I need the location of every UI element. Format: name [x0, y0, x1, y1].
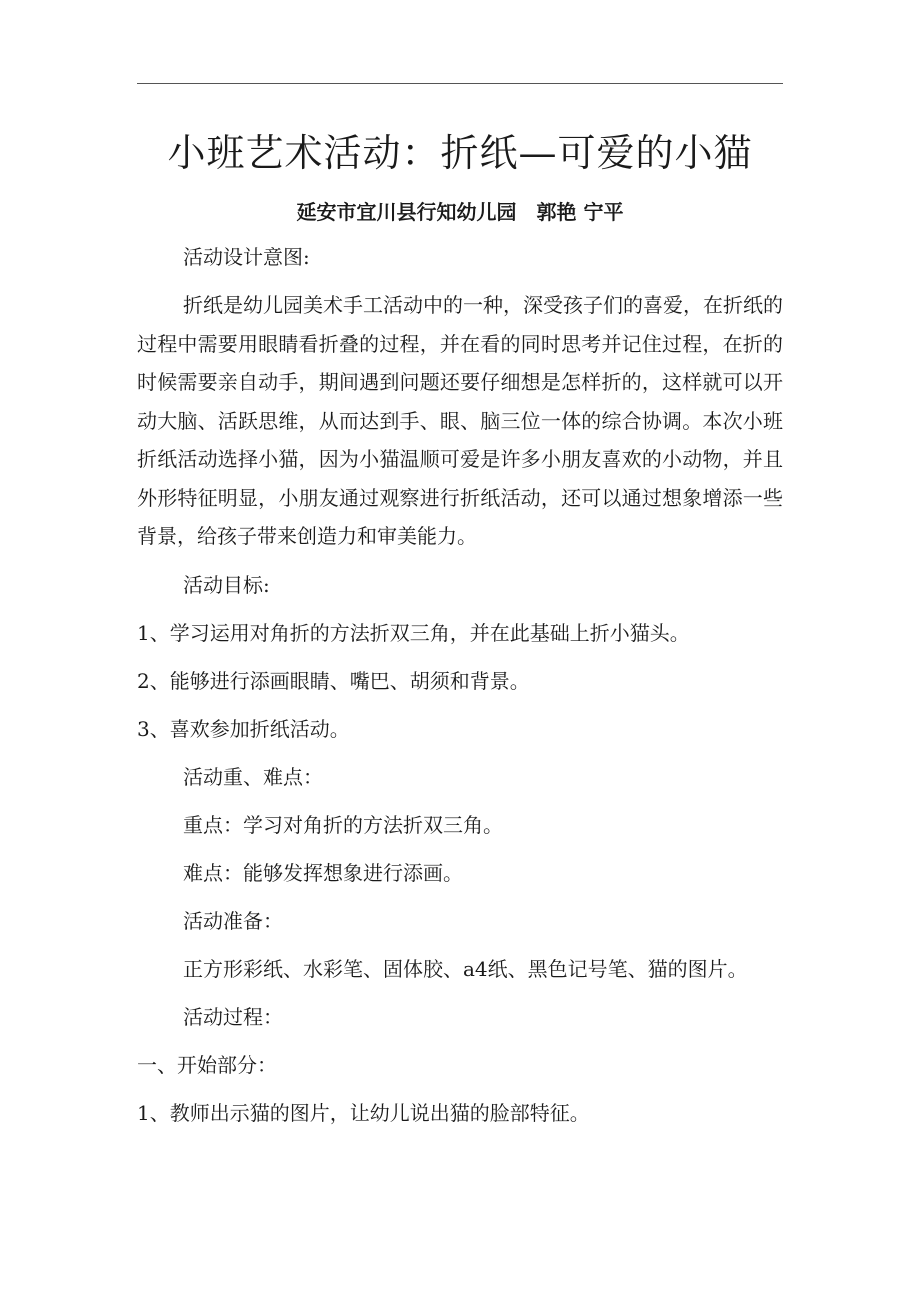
design-intent-heading: 活动设计意图: — [183, 245, 310, 269]
step-item-1: 1、教师出示猫的图片，让幼儿说出猫的脸部特征。 — [137, 1100, 590, 1125]
goal-item-1: 1、学习运用对角折的方法折双三角，并在此基础上折小猫头。 — [137, 620, 690, 645]
design-intent-paragraph: 折纸是幼儿园美术手工活动中的一种，深受孩子们的喜爱，在折纸的过程中需要用眼睛看折叠的过程，并在看的同时思考并记住过程，在折的时候需要亲自动手，期间遇到问题还要仔细想是怎样折的，这样就可以开动大脑、活跃思维，从而达到手、眼、脑三位一体的综合协调。本次小班折纸活动选择小猫，因为小猫温顺可爱是许多小朋友喜欢的小动物，并且外形特征明显，小朋友通过观察进行折纸活动，还可以通过想象增添一些背景，给孩子带来创造力和审美能力。 — [137, 293, 783, 548]
header-rule — [137, 83, 783, 84]
goal-item-2: 2、能够进行添画眼睛、嘴巴、胡须和背景。 — [137, 668, 530, 693]
preparation-heading: 活动准备： — [183, 908, 283, 933]
author-line: 延安市宜川县行知幼儿园 郭艳 宁平 — [296, 200, 624, 224]
process-heading: 活动过程： — [183, 1004, 283, 1029]
document-title: 小班艺术活动：折纸—可爱的小猫 — [167, 131, 753, 175]
key-points-heading: 活动重、难点： — [183, 764, 323, 789]
document-body — [137, 238, 783, 1142]
goal-item-3: 3、喜欢参加折纸活动。 — [137, 716, 350, 741]
preparation-text: 正方形彩纸、水彩笔、固体胶、a4纸、黑色记号笔、猫的图片。 — [183, 956, 748, 981]
difficult-point: 难点：能够发挥想象进行添画。 — [183, 860, 463, 885]
key-point: 重点：学习对角折的方法折双三角。 — [183, 812, 503, 837]
part-1-heading: 一、开始部分： — [137, 1052, 277, 1077]
goals-heading: 活动目标: — [183, 572, 270, 597]
